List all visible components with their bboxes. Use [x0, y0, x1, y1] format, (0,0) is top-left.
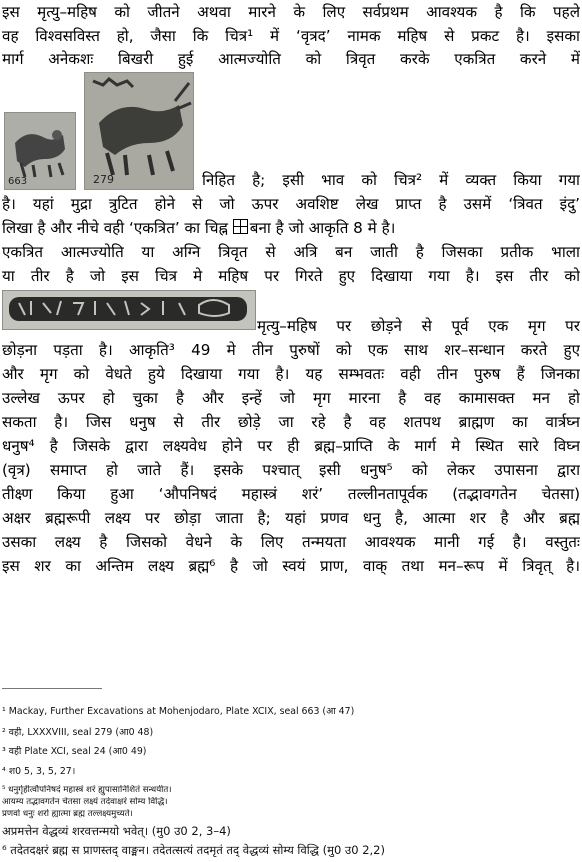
body-line-15: (वृत्र) समाप्त हो जाते हैं। इसके पश्चात् इसी धनुष⁵ को लेकर उपासना द्वारा [2, 461, 580, 479]
body-line-8: या तीर है जो इस चित्र मे महिष पर गिरते हुए दिखाया गया है। इस तीर को [2, 267, 580, 285]
footnote-6: ⁶ तदेतदक्षरं ब्रह्म स प्राणस्तद् वाङ्मन। तदेतत्सत्यं तदमृतं तद् वेद्धव्यं सोम्य विद्धि (मु0 उ0 2,2) [2, 843, 385, 857]
footnote-5-line-2: आयम्य तद्भावगतेन चेतसा लक्ष्यं तदेवाक्षरं सोम्य विद्धि। [2, 797, 168, 807]
body-line-2: वह विश्वसविस्त हो, जैसा कि चित्र¹ में ‘वृत्रद’ नामक महिष से प्रकट है। इसका [2, 27, 580, 45]
body-line-4: निहित है; इसी भाव को चित्र² में व्यक्त किया गया [202, 171, 580, 189]
footnote-5-line-3: प्रणवो धनुः शरो ह्यात्मा ब्रह्म तल्लक्ष्यमुच्यते। [2, 809, 133, 819]
footnote-divider [2, 688, 102, 689]
body-line-17: अक्षर ब्रह्मरूपी लक्ष्य पर छोड़ा जाता है; यहां प्रणव धनु है, आत्मा शर है और ब्रह्म [2, 509, 580, 527]
footnote-2: ² वही, LXXXVIII, seal 279 (आ0 48) [2, 727, 154, 738]
footnote-3: ³ वही Plate XCI, seal 24 (आ0 49) [2, 746, 147, 757]
body-line-6-tail: बना है जो आकृति 8 मे है। [249, 219, 396, 237]
seal-image-279 [84, 72, 194, 190]
body-line-1: इस मृत्यु–महिष को जीतने अथवा मारने के लिए सर्वप्रथम आवश्यक है कि पहले [2, 3, 580, 21]
body-line-9: मृत्यु–महिष पर छोड़ने से पूर्व एक मृग पर [257, 317, 580, 335]
footnote-4: ⁴ श0 5, 3, 5, 27। [2, 766, 76, 777]
body-line-3: मार्ग अनेकशः बिखरी हुई आत्मज्योति को त्रिवृत करके एकत्रित करने में [2, 50, 580, 68]
body-line-11: और मृग को वेधते हुये दिखाया गया है। यह सम्भवतः वही तीन पुरुष हैं जिनका [2, 365, 580, 383]
seal-279-drawing [85, 73, 193, 189]
footnote-5-line-1: ⁵ धनुर्गृहीत्वौपनिषदं महास्त्रं शरं ह्युपासानिशितं सन्धयीत। [2, 785, 172, 795]
seal-663-label: 663 [8, 176, 28, 187]
body-line-13: सकता है। जिस धनुष से तीर छोड़े जा रहे है वह शतपथ ब्राह्मण का वार्त्रघ्न [2, 413, 580, 431]
seal-inscription-strip [2, 290, 256, 330]
body-line-6-text: लिखा है और नीचे वही ‘एकत्रित’ का चिह्न [2, 219, 228, 237]
seal-279-label: 279 [93, 173, 114, 186]
seal-image-663 [4, 112, 76, 190]
body-line-14: धनुष⁴ है जिसके द्वारा लक्ष्यवेध होने पर ही ब्रह्म–प्राप्ति के मार्ग मे स्थित सारे विघ्न [2, 437, 580, 455]
ekatrit-symbol-icon [233, 219, 248, 234]
body-line-18: उसका लक्ष्य है जिसको वेधने के लिए तन्मयता आवश्यक मानी गई है। वस्तुतः [2, 533, 580, 551]
footnote-1: ¹ Mackay, Further Excavations at Mohenjodaro, Plate XCIX, seal 663 (आ 47) [2, 706, 355, 717]
footnote-5-line-4: अप्रमत्तेन वेद्धव्यं शरवत्तन्मयो भवेत्। (मु0 उ0 2, 3–4) [2, 824, 231, 838]
body-line-5: है। यहां मुद्रा त्रुटित होने से जो ऊपर अवशिष्ट लेख प्राप्त है उसमें ‘त्रिवत इंदु’ [2, 195, 580, 213]
body-line-10: छोड़ना पड़ता है। आकृति³ 49 मे तीन पुरुषों को एक साथ शर–सन्धान करते हुए [2, 341, 580, 359]
body-line-12: उल्लेख ऊपर हो चुका है और इन्हें जो मृग मारना है वह कामासक्त मन हो [2, 389, 580, 407]
body-line-16: तीक्ष्ण किया हुआ ‘औपनिषदं महास्त्रं शरं’ तल्लीनतापूर्वक (तद्भावगतेन चेतसा) [2, 485, 580, 503]
body-line-6 [2, 218, 580, 238]
body-line-7: एकत्रित आत्मज्योति या अग्नि त्रिवृत से अत्रि बन जाती है जिसका प्रतीक भाला [2, 243, 580, 261]
body-line-19: इस शर का अन्तिम लक्ष्य ब्रह्म⁶ है जो स्वयं प्राण, वाक् तथा मन–रूप में त्रिवृत् है। [2, 557, 580, 575]
seal-strip-drawing [3, 291, 255, 329]
